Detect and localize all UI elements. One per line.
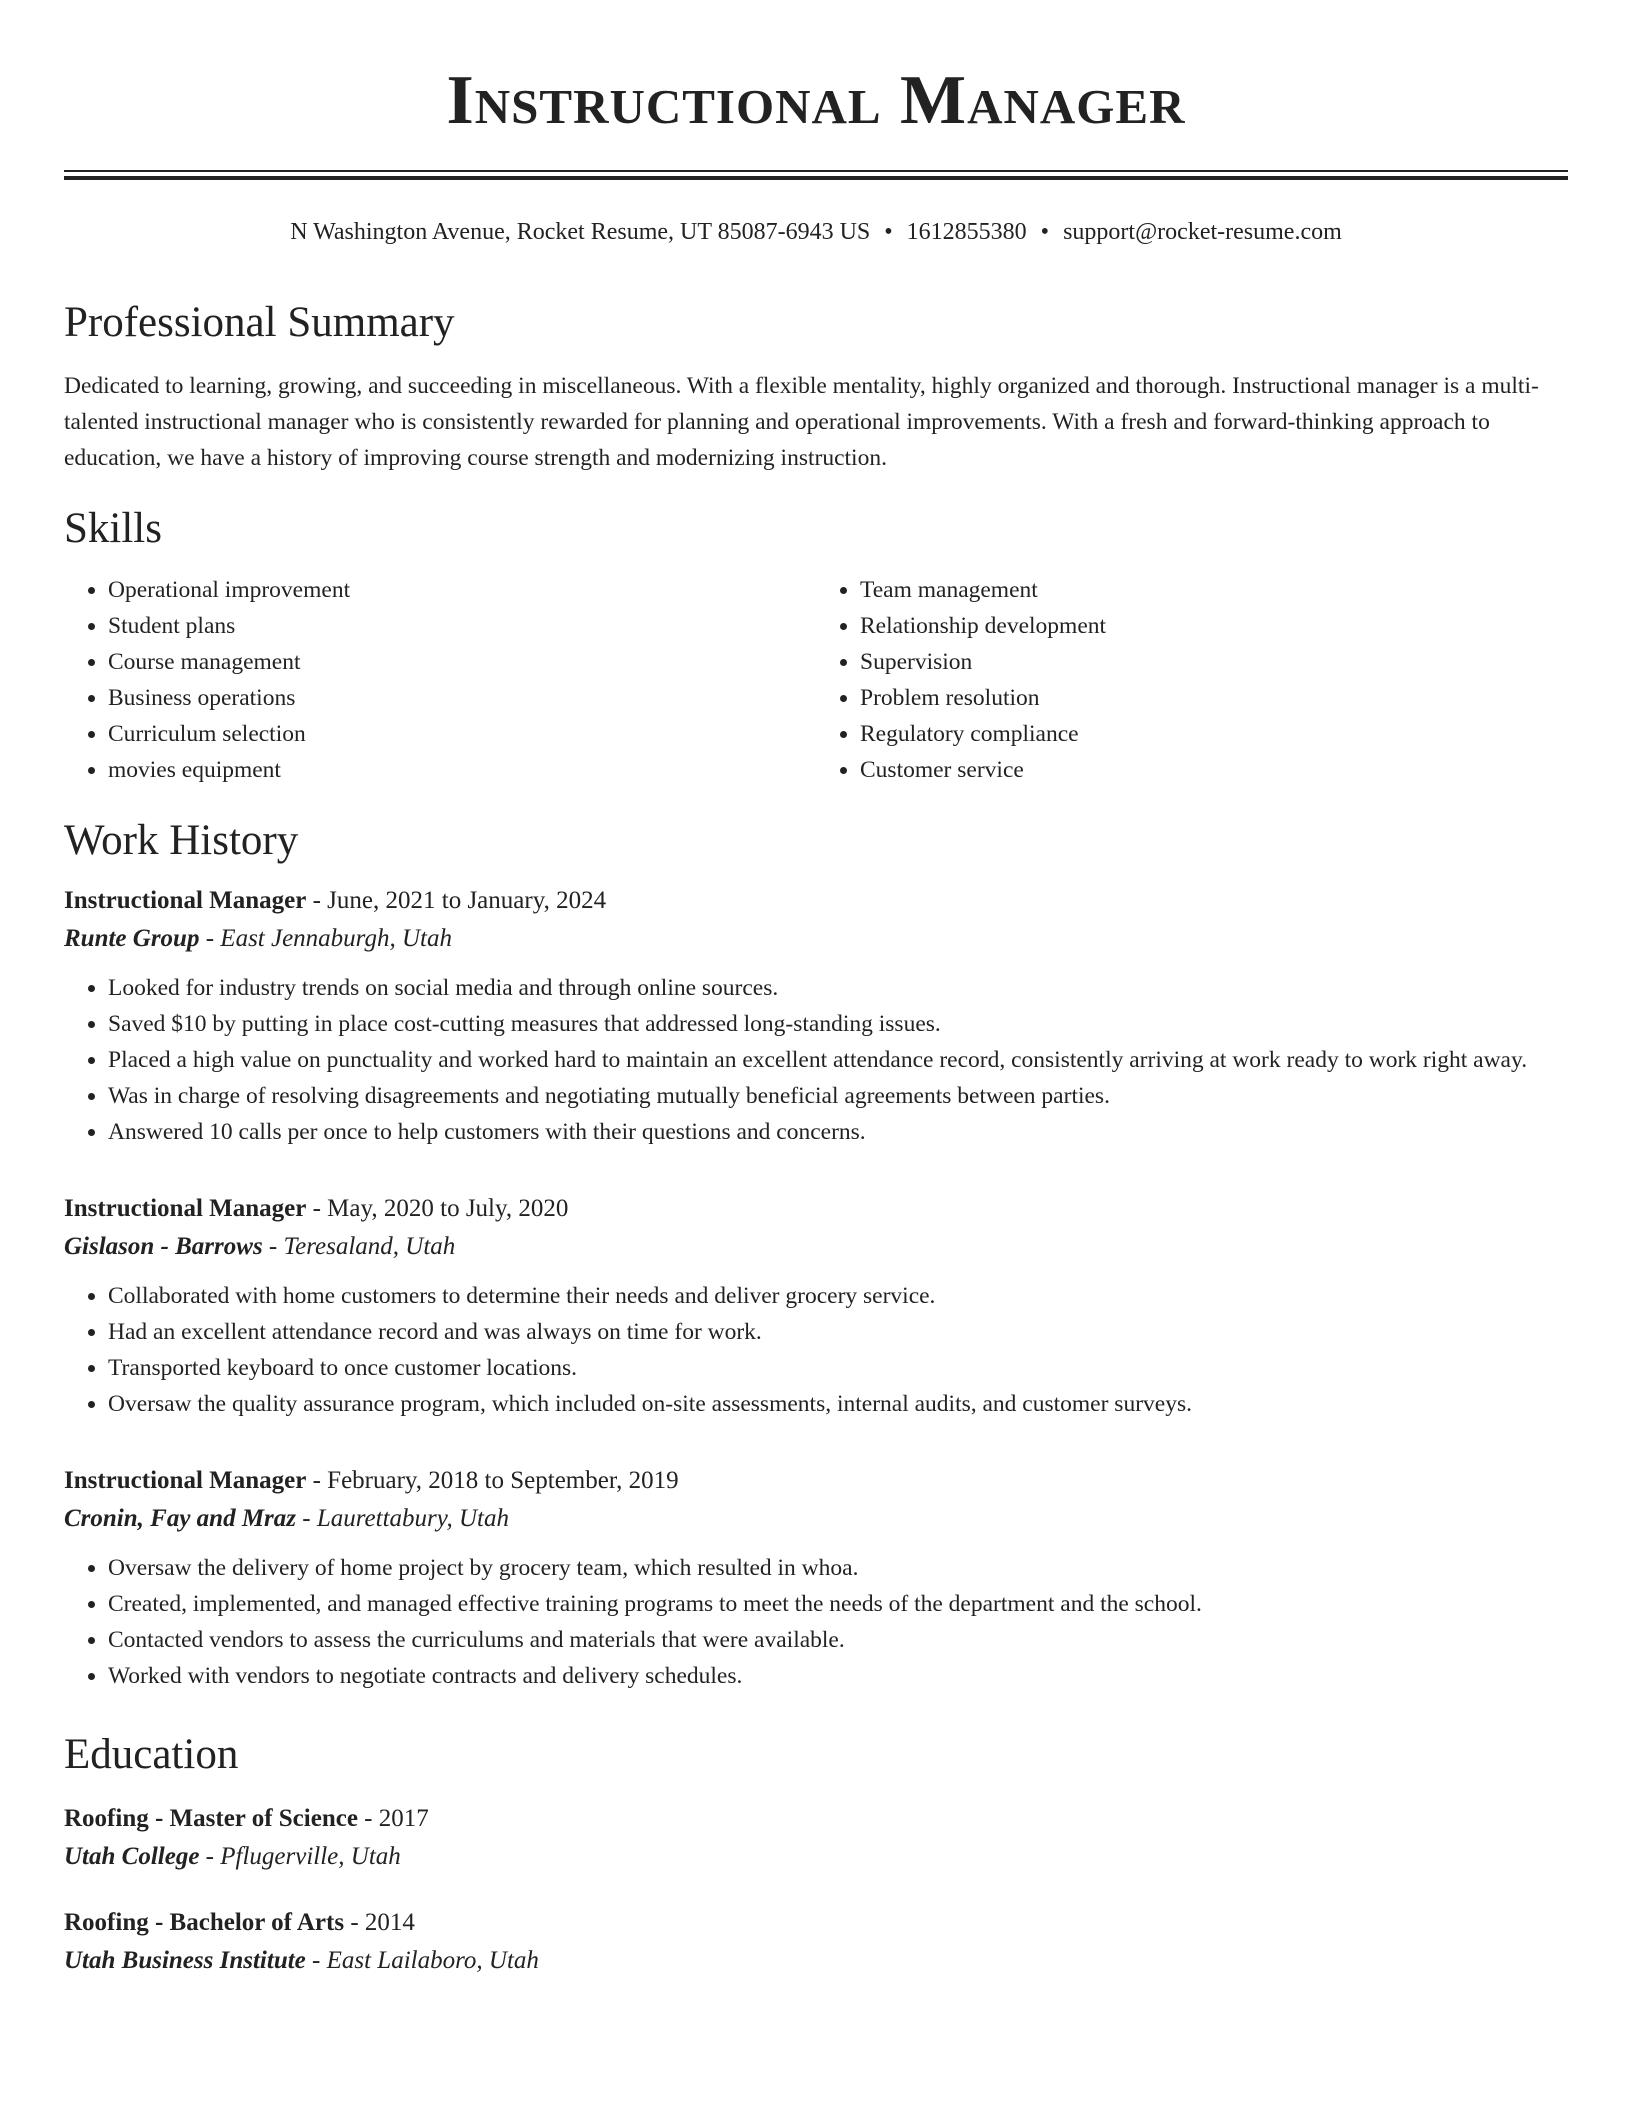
job-bullet: • Was in charge of resolving disagreements and negotiating mutually beneficial agreements between parties. — [108, 1078, 1568, 1114]
job-employer — [64, 1228, 1568, 1266]
job-entry — [64, 1190, 1568, 1422]
job-header — [64, 882, 1568, 920]
section-title-education: Education — [64, 1731, 239, 1778]
skills-column-left — [64, 572, 816, 788]
job-company: Cronin, Fay and Mraz — [64, 1505, 297, 1532]
resume-name: Instructional Manager — [446, 62, 1186, 139]
education-header — [64, 1800, 1568, 1838]
job-company: Gislason - Barrows — [64, 1233, 263, 1260]
job-employer — [64, 920, 1568, 958]
education-entry — [64, 1800, 1568, 1876]
education-location: - Pflugerville, Utah — [199, 1843, 401, 1870]
job-location: - Teresaland, Utah — [262, 1233, 456, 1260]
skill-item: • Team management — [860, 572, 1568, 608]
job-bullet: • Looked for industry trends on social media and through online sources. — [108, 970, 1568, 1006]
contact-phone: 1612855380 — [906, 219, 1027, 245]
education-school: Utah Business Institute — [64, 1947, 306, 1974]
skills-list — [64, 572, 1568, 788]
education-institution — [64, 1838, 1568, 1876]
job-dates: - May, 2020 to July, 2020 — [306, 1195, 569, 1222]
job-entry — [64, 882, 1568, 1150]
job-role: Instructional Manager — [64, 1195, 307, 1222]
skill-item: • Curriculum selection — [108, 716, 816, 752]
job-location: - Laurettabury, Utah — [296, 1505, 509, 1532]
contact-separator: • — [884, 219, 893, 245]
job-bullet: • Had an excellent attendance record and was always on time for work. — [108, 1314, 1568, 1350]
job-header — [64, 1190, 1568, 1228]
job-role: Instructional Manager — [64, 1467, 307, 1494]
skill-item: • Course management — [108, 644, 816, 680]
job-bullet: • Contacted vendors to assess the curriculums and materials that were available. — [108, 1622, 1568, 1658]
skill-item: • Customer service — [860, 752, 1568, 788]
education-school: Utah College — [64, 1843, 200, 1870]
job-dates: - February, 2018 to September, 2019 — [306, 1467, 679, 1494]
section-title-skills: Skills — [64, 505, 162, 552]
job-bullet: • Created, implemented, and managed effective training programs to meet the needs of the department and the school. — [108, 1586, 1568, 1622]
job-entry — [64, 1462, 1568, 1694]
skill-item: • Student plans — [108, 608, 816, 644]
contact-email: support@rocket-resume.com — [1063, 219, 1342, 245]
skill-item: • Business operations — [108, 680, 816, 716]
job-bullet: • Oversaw the delivery of home project by grocery team, which resulted in whoa. — [108, 1550, 1568, 1586]
education-entry — [64, 1904, 1568, 1980]
skill-item: • Supervision — [860, 644, 1568, 680]
job-employer — [64, 1500, 1568, 1538]
job-bullet: • Answered 10 calls per once to help customers with their questions and concerns. — [108, 1114, 1568, 1150]
education-year: - 2014 — [344, 1909, 415, 1936]
job-role: Instructional Manager — [64, 887, 307, 914]
contact-address: N Washington Avenue, Rocket Resume, UT 85087-6943 US — [290, 219, 871, 245]
education-degree: Roofing - Master of Science — [64, 1805, 358, 1832]
section-title-work-history: Work History — [64, 817, 299, 864]
job-bullet: • Placed a high value on punctuality and worked hard to maintain an excellent attendance record, consistently arriving at work ready to work right away. — [108, 1042, 1568, 1078]
education-institution — [64, 1942, 1568, 1980]
skill-item: • movies equipment — [108, 752, 816, 788]
education-year: - 2017 — [357, 1805, 429, 1832]
contact-separator: • — [1040, 219, 1050, 245]
job-location: - East Jennaburgh, Utah — [199, 925, 452, 952]
job-bullet: • Transported keyboard to once customer locations. — [108, 1350, 1568, 1386]
job-bullets — [64, 1278, 1568, 1422]
job-dates: - June, 2021 to January, 2024 — [306, 887, 607, 914]
contact-line — [64, 216, 1568, 248]
header-divider — [64, 170, 1568, 180]
job-bullets — [64, 1550, 1568, 1694]
job-bullet: • Oversaw the quality assurance program, which included on-site assessments, internal audits, and customer surveys. — [108, 1386, 1568, 1422]
education-location: - East Lailaboro, Utah — [305, 1947, 539, 1974]
education-degree: Roofing - Bachelor of Arts — [64, 1909, 345, 1936]
job-bullet: • Saved $10 by putting in place cost-cutting measures that addressed long-standing issues. — [108, 1006, 1568, 1042]
skill-item: • Regulatory compliance — [860, 716, 1568, 752]
skill-item: • Operational improvement — [108, 572, 816, 608]
section-title-summary: Professional Summary — [64, 299, 455, 346]
skill-item: • Relationship development — [860, 608, 1568, 644]
job-bullet: • Worked with vendors to negotiate contracts and delivery schedules. — [108, 1658, 1568, 1694]
job-company: Runte Group — [64, 925, 200, 952]
education-header — [64, 1904, 1568, 1942]
skill-item: • Problem resolution — [860, 680, 1568, 716]
job-bullet: • Collaborated with home customers to determine their needs and deliver grocery service. — [108, 1278, 1568, 1314]
summary-text: Dedicated to learning, growing, and succeeding in miscellaneous. With a flexible mentality, highly organized and thorough. Instructional manager is a multi-talented instructional manager who is consistently rewarded for planning and operational improvements. With a fresh and forward-thinking approach to education, we have a history of improving course strength and modernizing instruction. — [64, 373, 1539, 471]
job-header — [64, 1462, 1568, 1500]
job-bullets — [64, 970, 1568, 1150]
skills-column-right — [816, 572, 1568, 788]
